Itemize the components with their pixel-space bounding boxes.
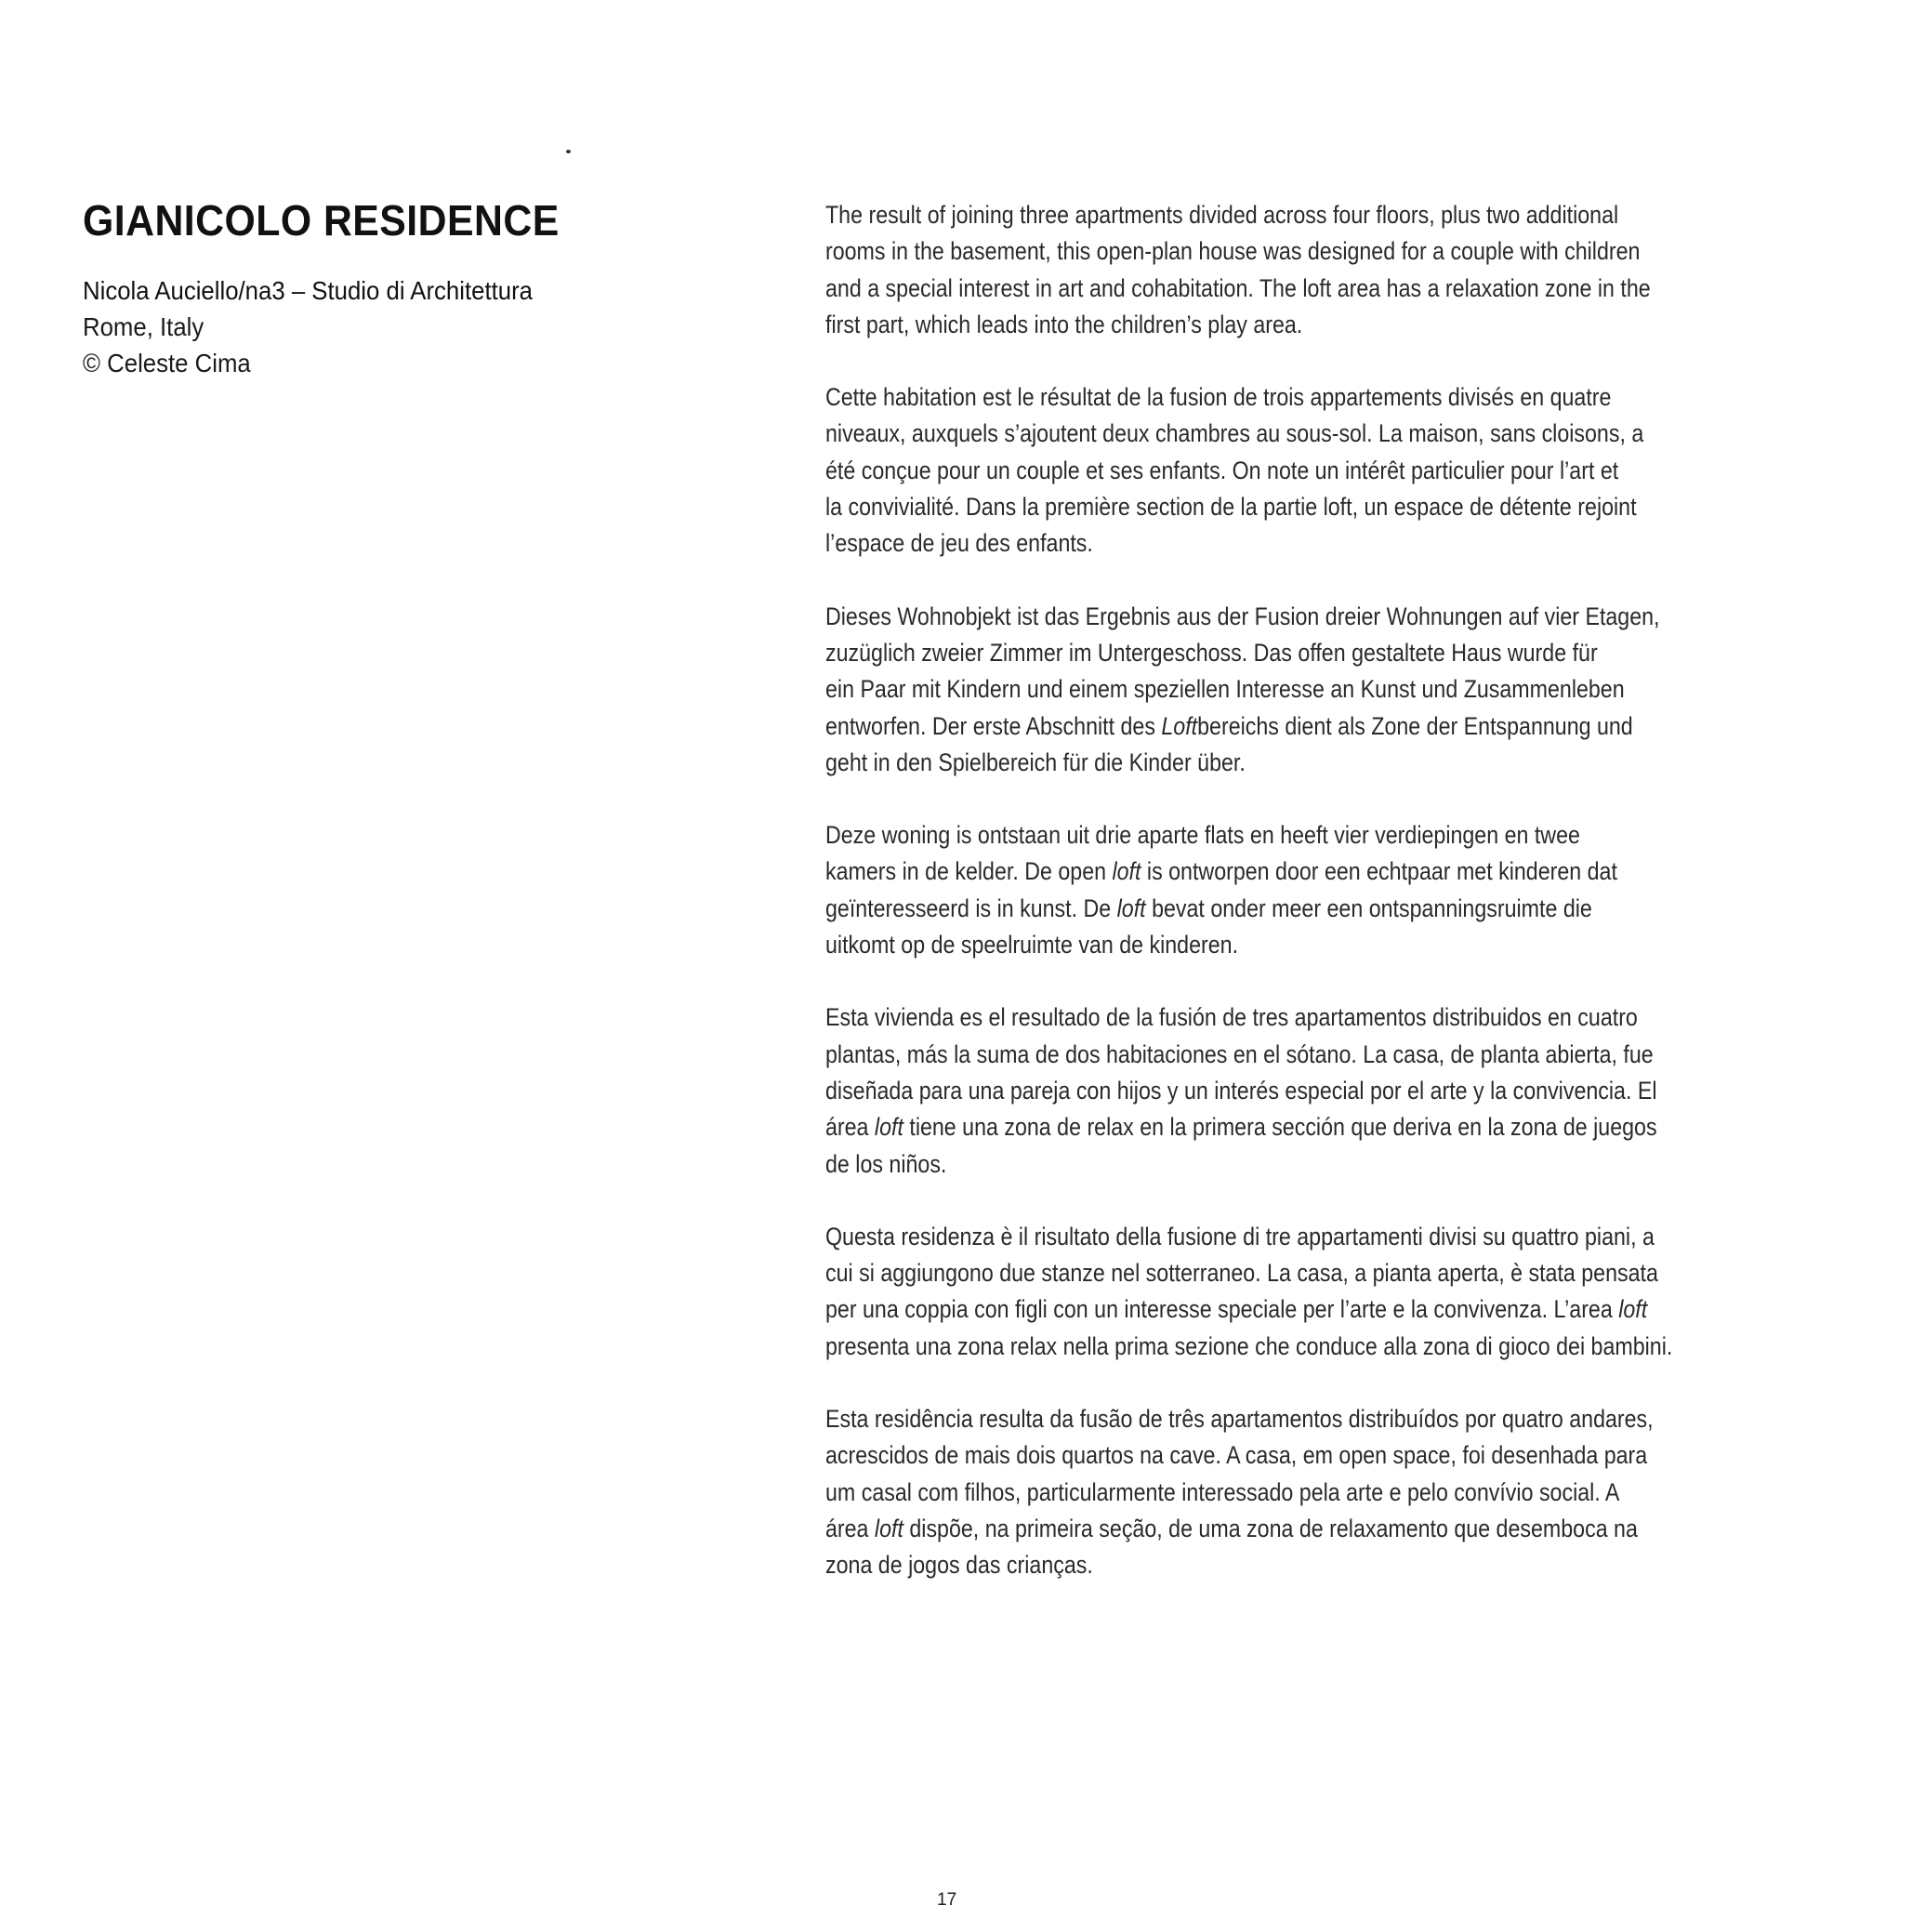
text-line (825, 1109, 1840, 1145)
text-line (825, 891, 1840, 927)
text-segment: área (825, 1514, 875, 1542)
text-segment: per una coppia con figli con un interesse speciale per l’arte e la convivenza. L’area (825, 1295, 1619, 1324)
text-segment: dispõe, na primeira seção, de uma zona de relaxamento que desemboca na (903, 1514, 1638, 1542)
text-line: plantas, más la suma de dos habitaciones en el sótano. La casa, de planta abierta, fue (825, 1039, 1654, 1068)
description-de (825, 599, 1840, 781)
text-segment: kamers in de kelder. De open (825, 857, 1113, 886)
italic-term: loft (874, 1514, 903, 1542)
text-line: zuzüglich zweier Zimmer im Untergeschoss. Das offen gestaltete Haus wurde für (825, 638, 1598, 667)
text-line: first part, which leads into the children’s play area. (825, 310, 1303, 338)
italic-term: loft (1112, 857, 1141, 886)
page-number: 17 (937, 1890, 957, 1910)
text-line: cui si aggiungono due stanze nel sotterraneo. La casa, a pianta aperta, è stata pensata (825, 1259, 1658, 1288)
text-line (825, 708, 1840, 745)
text-segment: entworfen. Der erste Abschnitt des (825, 711, 1162, 740)
description-column (825, 197, 1839, 1621)
italic-term: loft (874, 1113, 903, 1142)
text-line (825, 1291, 1840, 1328)
text-line: acrescidos de mais dois quartos na cave. A casa, em open space, foi desenhada para (825, 1441, 1648, 1470)
text-line (825, 854, 1840, 890)
italic-term: Loft (1161, 711, 1198, 740)
project-header (83, 197, 733, 381)
text-line: la convivialité. Dans la première section de la partie loft, un espace de détente rejoint (825, 493, 1637, 522)
project-title: GIANICOLO RESIDENCE (83, 196, 560, 245)
italic-term: loft (1618, 1295, 1648, 1324)
text-line: Esta residência resulta da fusão de três apartamentos distribuídos por quatro andares, (825, 1405, 1654, 1434)
text-line: niveaux, auxquels s’ajoutent deux chambres au sous-sol. La maison, sans cloisons, a (825, 419, 1644, 448)
text-line: l’espace de jeu des enfants. (825, 529, 1093, 558)
text-line: Dieses Wohnobjekt ist das Ergebnis aus der Fusion dreier Wohnungen auf vier Etagen, (825, 602, 1660, 630)
text-segment: tiene una zona de relax en la primera sección que deriva en la zona de juegos (903, 1113, 1657, 1142)
architect-credit: Nicola Auciello/na3 – Studio di Architettura (83, 275, 534, 305)
text-segment: is ontworpen door een echtpaar met kinderen dat (1141, 857, 1617, 886)
text-segment: área (825, 1113, 875, 1142)
description-it (825, 1219, 1840, 1365)
text-line: Questa residenza è il risultato della fusione di tre appartamenti divisi su quattro piani, a (825, 1222, 1655, 1251)
text-line: um casal com filhos, particularmente interessado pela arte e pelo convívio social. A (825, 1477, 1620, 1506)
text-line: Esta vivienda es el resultado de la fusión de tres apartamentos distribuidos en cuatro (825, 1003, 1638, 1032)
text-line: and a special interest in art and cohabitation. The loft area has a relaxation zone in the (825, 273, 1651, 302)
description-es (825, 999, 1840, 1182)
text-line: été conçue pour un couple et ses enfants. On note un intérêt particulier pour l’art et (825, 456, 1619, 484)
project-location: Rome, Italy (83, 311, 204, 341)
text-segment: bereichs dient als Zone der Entspannung und (1197, 711, 1633, 740)
text-line: The result of joining three apartments divided across four floors, plus two additional (825, 201, 1619, 229)
text-line: presenta una zona relax nella prima sezione che conduce alla zona di gioco dei bambini. (825, 1331, 1673, 1360)
text-line: uitkomt op de speelruimte van de kinderen. (825, 931, 1239, 959)
description-nl (825, 817, 1840, 963)
text-segment: bevat onder meer een ontspanningsruimte die (1145, 893, 1592, 922)
text-line (825, 1511, 1840, 1547)
photo-credit: © Celeste Cima (83, 348, 251, 377)
text-line: ein Paar mit Kindern und einem speziellen Interesse an Kunst und Zusammenleben (825, 675, 1625, 704)
text-line: Cette habitation est le résultat de la fusion de trois appartements divisés en quatre (825, 383, 1612, 412)
text-line: Deze woning is ontstaan uit drie aparte flats en heeft vier verdiepingen en twee (825, 821, 1580, 850)
scan-speck (566, 150, 571, 153)
text-segment: geïnteresseerd is in kunst. De (825, 893, 1117, 922)
description-fr (825, 379, 1840, 562)
text-line: rooms in the basement, this open-plan house was designed for a couple with children (825, 237, 1641, 266)
description-pt (825, 1401, 1840, 1583)
text-line: geht in den Spielbereich für die Kinder über. (825, 748, 1246, 776)
description-en (825, 197, 1840, 343)
text-line: diseñada para una pareja con hijos y un interés especial por el arte y la convivencia. El (825, 1076, 1657, 1105)
text-line: de los niños. (825, 1149, 947, 1178)
italic-term: loft (1116, 893, 1146, 922)
text-line: zona de jogos das crianças. (825, 1551, 1093, 1580)
